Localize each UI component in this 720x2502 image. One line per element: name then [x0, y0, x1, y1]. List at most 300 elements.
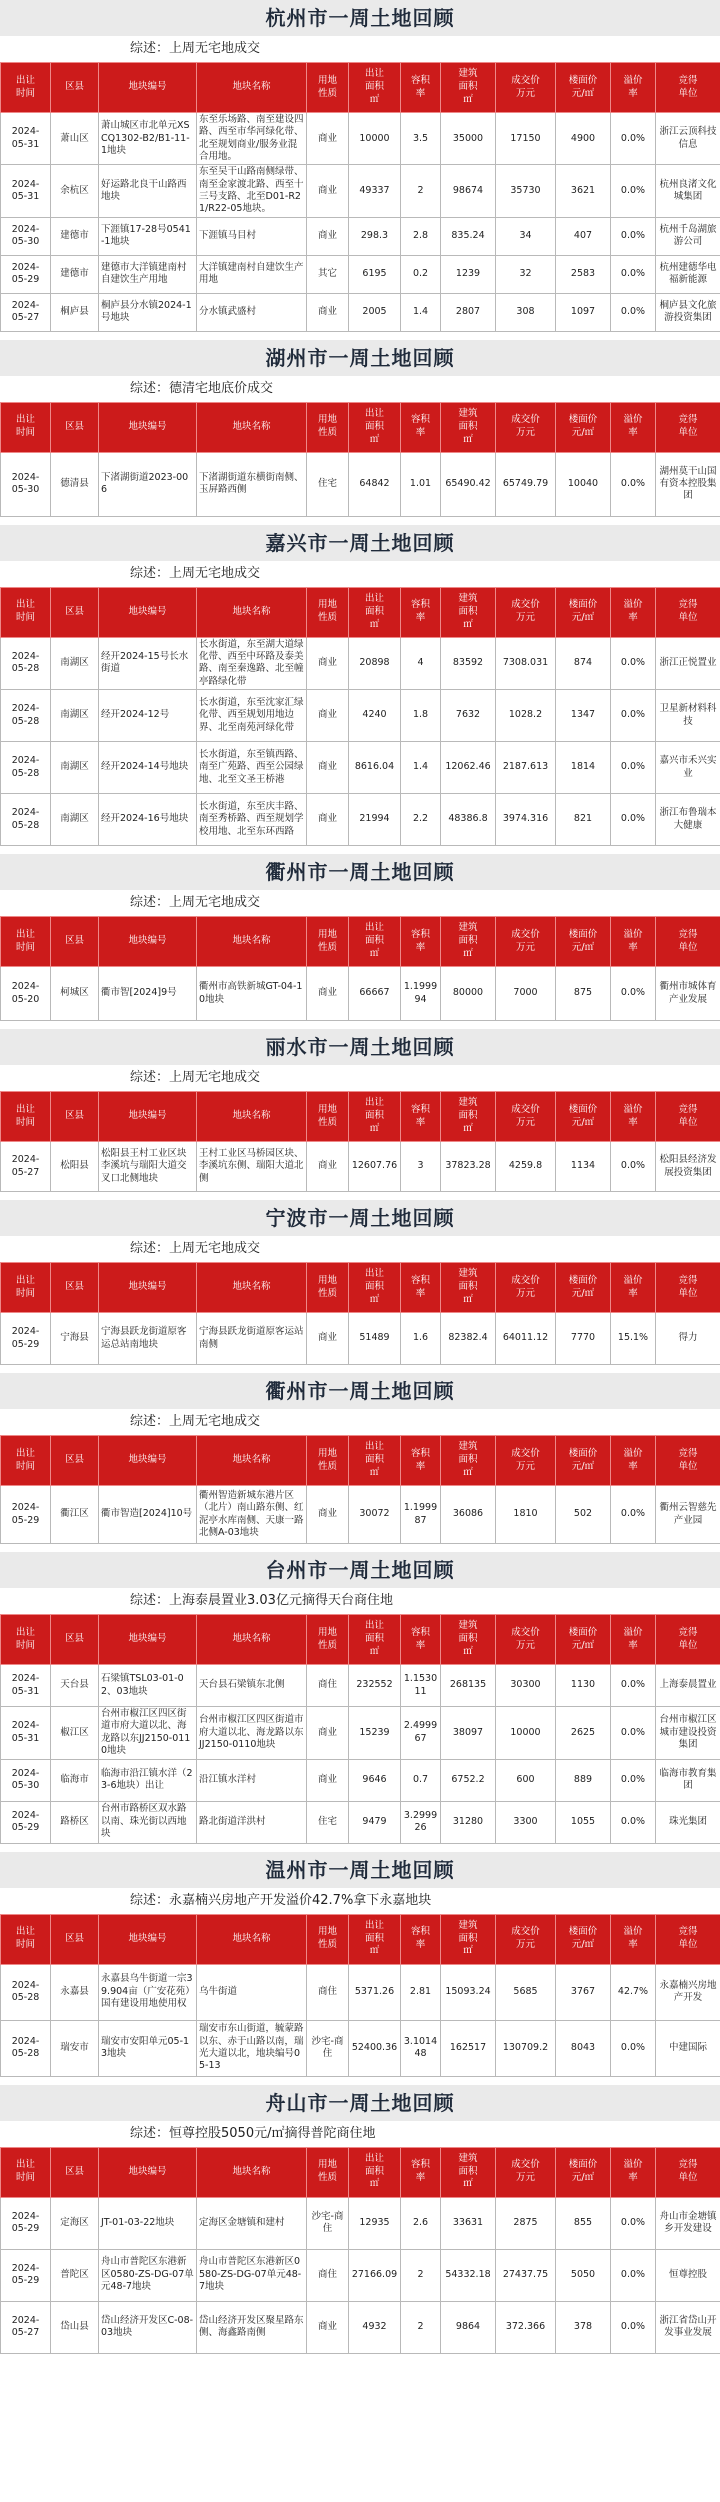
column-header: 地块名称 [197, 1914, 307, 1964]
table-cell: 珠光集团 [656, 1801, 720, 1843]
table-cell: 中建国际 [656, 2020, 720, 2076]
column-header: 地块编号 [99, 402, 197, 452]
column-header: 楼面价 元/㎡ [556, 1914, 611, 1964]
table-cell: 建德市 [51, 255, 99, 293]
table-cell: 商业 [307, 1142, 349, 1192]
column-header: 区县 [51, 1914, 99, 1964]
column-header: 建筑 面积 ㎡ [441, 63, 496, 113]
table-cell: 0.0% [611, 1759, 656, 1801]
table-cell: 路桥区 [51, 1801, 99, 1843]
column-header: 出让 面积 ㎡ [349, 1092, 401, 1142]
table-row [1, 165, 720, 217]
table-cell: 舟山市普陀区东港新区0580-ZS-DG-07单元48-7地块 [99, 2249, 197, 2301]
table-cell: 34 [496, 217, 556, 255]
table-cell: 17150 [496, 113, 556, 165]
table-cell: 3974.316 [496, 794, 556, 846]
section-spacer [0, 517, 720, 525]
table-cell: 好运路北良干山路西地块 [99, 165, 197, 217]
table-cell: 20898 [349, 637, 401, 689]
column-header: 溢价 率 [611, 2147, 656, 2197]
column-header: 容积 率 [401, 1914, 441, 1964]
section-spacer [0, 846, 720, 854]
table-cell: 0.0% [611, 113, 656, 165]
column-header: 楼面价 元/㎡ [556, 917, 611, 967]
column-header: 用地 性质 [307, 917, 349, 967]
table-cell: 2024- 05-30 [1, 452, 51, 516]
table-row [1, 794, 720, 846]
table-cell: 98674 [441, 165, 496, 217]
table-cell: 岱山经济开发区C-08-03地块 [99, 2301, 197, 2353]
table-cell: 7770 [556, 1313, 611, 1365]
table-cell: 64842 [349, 452, 401, 516]
column-header: 成交价 万元 [496, 402, 556, 452]
column-header: 溢价 率 [611, 1263, 656, 1313]
table-cell: 0.0% [611, 2197, 656, 2249]
table-row [1, 1759, 720, 1801]
section-title: 宁波市一周土地回顾 [0, 1200, 720, 1236]
table-cell: 南湖区 [51, 690, 99, 742]
table-cell: 商业 [307, 293, 349, 331]
table-cell: 8616.04 [349, 742, 401, 794]
column-header: 用地 性质 [307, 587, 349, 637]
table-cell: 衢州智造新城东港片区（北片）南山路东侧、红泥亭水库南侧、天康一路北侧A-03地块 [197, 1486, 307, 1544]
column-header: 出让 时间 [1, 2147, 51, 2197]
column-header: 成交价 万元 [496, 63, 556, 113]
column-header: 地块编号 [99, 2147, 197, 2197]
table-cell: 商业 [307, 1707, 349, 1759]
column-header: 出让 时间 [1, 1615, 51, 1665]
table-cell: 台州市路桥区双水路以南、珠光街以西地块 [99, 1801, 197, 1843]
table-cell: 住宅 [307, 1801, 349, 1843]
section-spacer [0, 2354, 720, 2362]
column-header: 地块名称 [197, 1615, 307, 1665]
column-header: 地块名称 [197, 1436, 307, 1486]
table-cell: 岱山经济开发区聚星路东侧、海鑫路南侧 [197, 2301, 307, 2353]
column-header: 出让 时间 [1, 587, 51, 637]
land-table [0, 1262, 720, 1365]
column-header: 区县 [51, 2147, 99, 2197]
table-cell: 2.6 [401, 2197, 441, 2249]
column-header: 容积 率 [401, 1436, 441, 1486]
table-cell: 浙江云顶科技信息 [656, 113, 720, 165]
column-header: 出让 面积 ㎡ [349, 63, 401, 113]
table-cell: 54332.18 [441, 2249, 496, 2301]
table-cell: 49337 [349, 165, 401, 217]
table-cell: 232552 [349, 1665, 401, 1707]
table-cell: 0.0% [611, 794, 656, 846]
table-cell: 2024- 05-28 [1, 794, 51, 846]
table-cell: 2187.613 [496, 742, 556, 794]
column-header: 用地 性质 [307, 63, 349, 113]
column-header: 地块名称 [197, 917, 307, 967]
table-cell: 3.5 [401, 113, 441, 165]
table-cell: 杭州建德华电福新能源 [656, 255, 720, 293]
column-header: 地块编号 [99, 1914, 197, 1964]
table-cell: 1134 [556, 1142, 611, 1192]
table-cell: 其它 [307, 255, 349, 293]
column-header: 地块名称 [197, 1092, 307, 1142]
table-cell: 4900 [556, 113, 611, 165]
table-cell: 南湖区 [51, 742, 99, 794]
table-cell: 10000 [496, 1707, 556, 1759]
table-cell: 沿江镇水洋村 [197, 1759, 307, 1801]
table-cell: 商住 [307, 1665, 349, 1707]
table-cell: 德清县 [51, 452, 99, 516]
table-cell: 临海市教育集团 [656, 1759, 720, 1801]
table-cell: 杭州千岛湖旅游公司 [656, 217, 720, 255]
column-header: 地块编号 [99, 587, 197, 637]
table-cell: 临海市沿江镇水洋（23-6地块）出让 [99, 1759, 197, 1801]
table-cell: 48386.8 [441, 794, 496, 846]
table-cell: 2024- 05-29 [1, 1486, 51, 1544]
land-section [0, 0, 720, 340]
table-cell: 上海泰晨置业 [656, 1665, 720, 1707]
table-cell: 商业 [307, 967, 349, 1021]
table-cell: 2.8 [401, 217, 441, 255]
section-title: 舟山市一周土地回顾 [0, 2085, 720, 2121]
table-cell: 南湖区 [51, 637, 99, 689]
column-header: 区县 [51, 917, 99, 967]
column-header: 地块编号 [99, 1092, 197, 1142]
column-header: 出让 时间 [1, 63, 51, 113]
land-section [0, 1852, 720, 2085]
table-cell: 9646 [349, 1759, 401, 1801]
section-title: 衢州市一周土地回顾 [0, 854, 720, 890]
table-cell: 30072 [349, 1486, 401, 1544]
table-cell: 21994 [349, 794, 401, 846]
table-cell: 36086 [441, 1486, 496, 1544]
table-cell: 372.366 [496, 2301, 556, 2353]
section-title: 温州市一周土地回顾 [0, 1852, 720, 1888]
table-cell: 10040 [556, 452, 611, 516]
column-header: 建筑 面积 ㎡ [441, 402, 496, 452]
table-cell: 7308.031 [496, 637, 556, 689]
table-cell: 台州市椒江区城市建设投资集团 [656, 1707, 720, 1759]
column-header: 建筑 面积 ㎡ [441, 1914, 496, 1964]
table-cell: 浙江省岱山开发事业发展 [656, 2301, 720, 2353]
table-cell: 0.0% [611, 967, 656, 1021]
column-header: 竞得 单位 [656, 917, 720, 967]
table-cell: 舟山市普陀区东港新区0580-ZS-DG-07单元48-7地块 [197, 2249, 307, 2301]
table-cell: 松阳县王村工业区块李溪坑与瑞阳大道交叉口北侧地块 [99, 1142, 197, 1192]
table-cell: 1347 [556, 690, 611, 742]
column-header: 容积 率 [401, 1092, 441, 1142]
table-cell: 萧山区 [51, 113, 99, 165]
column-header: 地块编号 [99, 917, 197, 967]
table-cell: 余杭区 [51, 165, 99, 217]
table-header-row [1, 1092, 720, 1142]
table-row [1, 2249, 720, 2301]
table-cell: 2024- 05-31 [1, 165, 51, 217]
column-header: 地块名称 [197, 1263, 307, 1313]
table-cell: 35000 [441, 113, 496, 165]
table-cell: 2.4999 67 [401, 1707, 441, 1759]
table-cell: 0.0% [611, 1801, 656, 1843]
land-section [0, 1552, 720, 1851]
table-cell: 83592 [441, 637, 496, 689]
land-table [0, 1614, 720, 1843]
table-cell: 天台县石梁镇东北侧 [197, 1665, 307, 1707]
table-cell: 经开2024-14号地块 [99, 742, 197, 794]
table-cell: 建德市 [51, 217, 99, 255]
table-cell: 2024- 05-28 [1, 1964, 51, 2020]
table-cell: 3.1014 48 [401, 2020, 441, 2076]
table-header-row [1, 1914, 720, 1964]
column-header: 容积 率 [401, 1263, 441, 1313]
table-header-row [1, 587, 720, 637]
table-cell: 0.0% [611, 1486, 656, 1544]
table-cell: 1.8 [401, 690, 441, 742]
section-title: 杭州市一周土地回顾 [0, 0, 720, 36]
table-cell: 建德市大洋镇建南村自建饮生产用地 [99, 255, 197, 293]
column-header: 区县 [51, 63, 99, 113]
column-header: 建筑 面积 ㎡ [441, 1615, 496, 1665]
column-header: 成交价 万元 [496, 1436, 556, 1486]
table-cell: 3300 [496, 1801, 556, 1843]
table-cell: 1.1999 87 [401, 1486, 441, 1544]
table-cell: 875 [556, 967, 611, 1021]
table-cell: 0.0% [611, 2301, 656, 2353]
table-cell: 2 [401, 2301, 441, 2353]
table-cell: 1.1999 94 [401, 967, 441, 1021]
column-header: 建筑 面积 ㎡ [441, 1263, 496, 1313]
table-cell: 东至乐场路、南至建设四路、西至市华河绿化带、北至规划商业/服务业混合用地。 [197, 113, 307, 165]
table-cell: 268135 [441, 1665, 496, 1707]
column-header: 出让 面积 ㎡ [349, 2147, 401, 2197]
column-header: 容积 率 [401, 2147, 441, 2197]
land-table [0, 1435, 720, 1544]
column-header: 容积 率 [401, 63, 441, 113]
land-section [0, 525, 720, 854]
table-row [1, 2197, 720, 2249]
column-header: 出让 时间 [1, 917, 51, 967]
table-cell: 51489 [349, 1313, 401, 1365]
column-header: 出让 面积 ㎡ [349, 917, 401, 967]
table-row [1, 2301, 720, 2353]
column-header: 楼面价 元/㎡ [556, 63, 611, 113]
table-cell: 住宅 [307, 452, 349, 516]
section-summary: 综述：上周无宅地成交 [130, 895, 261, 911]
column-header: 楼面价 元/㎡ [556, 1436, 611, 1486]
table-cell: 3.2999 26 [401, 1801, 441, 1843]
table-cell: 35730 [496, 165, 556, 217]
table-cell: 2024- 05-29 [1, 1801, 51, 1843]
table-cell: 0.0% [611, 1707, 656, 1759]
land-section [0, 1373, 720, 1552]
table-cell: 商业 [307, 690, 349, 742]
table-cell: 长水街道，东至湖大道绿化带、西至中环路及泰美路、南至秦逸路、北至幢亭路绿化带 [197, 637, 307, 689]
table-cell: 恒尊控股 [656, 2249, 720, 2301]
column-header: 区县 [51, 1263, 99, 1313]
column-header: 溢价 率 [611, 1092, 656, 1142]
table-cell: 1055 [556, 1801, 611, 1843]
section-spacer [0, 1365, 720, 1373]
column-header: 成交价 万元 [496, 2147, 556, 2197]
table-row [1, 742, 720, 794]
table-cell: 0.0% [611, 452, 656, 516]
table-row [1, 1801, 720, 1843]
table-header-row [1, 1615, 720, 1665]
table-row [1, 113, 720, 165]
table-cell: 0.0% [611, 217, 656, 255]
table-cell: 27437.75 [496, 2249, 556, 2301]
column-header: 成交价 万元 [496, 1914, 556, 1964]
table-cell: 下涯镇马目村 [197, 217, 307, 255]
table-cell: 1810 [496, 1486, 556, 1544]
table-cell: 2583 [556, 255, 611, 293]
table-cell: 1.01 [401, 452, 441, 516]
table-row [1, 1665, 720, 1707]
table-cell: 天台县 [51, 1665, 99, 1707]
table-cell: 27166.09 [349, 2249, 401, 2301]
table-cell: 2.81 [401, 1964, 441, 2020]
table-cell: 2024- 05-30 [1, 217, 51, 255]
table-cell: 2807 [441, 293, 496, 331]
column-header: 成交价 万元 [496, 587, 556, 637]
land-section [0, 1200, 720, 1373]
column-header: 用地 性质 [307, 1436, 349, 1486]
table-header-row [1, 2147, 720, 2197]
table-cell: 萧山城区市北单元XSCQ1302-B2/B1-11-1地块 [99, 113, 197, 165]
table-cell: 2024- 05-27 [1, 293, 51, 331]
table-cell: 嘉兴市禾兴实业 [656, 742, 720, 794]
table-cell: 临海市 [51, 1759, 99, 1801]
column-header: 地块名称 [197, 63, 307, 113]
table-row [1, 217, 720, 255]
table-cell: 永嘉县 [51, 1964, 99, 2020]
table-cell: 5050 [556, 2249, 611, 2301]
table-cell: 65490.42 [441, 452, 496, 516]
table-row [1, 1707, 720, 1759]
table-cell: 855 [556, 2197, 611, 2249]
section-summary: 综述：永嘉楠兴房地产开发溢价42.7%拿下永嘉地块 [130, 1892, 432, 1908]
table-cell: 2024- 05-29 [1, 2197, 51, 2249]
column-header: 出让 面积 ㎡ [349, 1914, 401, 1964]
table-cell: 37823.28 [441, 1142, 496, 1192]
table-cell: 石梁镇TSL03-01-02、03地块 [99, 1665, 197, 1707]
table-cell: 瑞安市东山街道，毓蒙路以东、赤于山路以南，瑞光大道以北，地块编号05-13 [197, 2020, 307, 2076]
table-cell: 1097 [556, 293, 611, 331]
table-cell: 商业 [307, 217, 349, 255]
table-row [1, 690, 720, 742]
table-cell: 1.4 [401, 293, 441, 331]
table-cell: 商业 [307, 2301, 349, 2353]
table-cell: 普陀区 [51, 2249, 99, 2301]
table-cell: 10000 [349, 113, 401, 165]
table-cell: 大洋镇建南村自建饮生产用地 [197, 255, 307, 293]
column-header: 区县 [51, 1615, 99, 1665]
table-cell: 15.1% [611, 1313, 656, 1365]
table-cell: 82382.4 [441, 1313, 496, 1365]
table-cell: 浙江正悦置业 [656, 637, 720, 689]
table-cell: 1130 [556, 1665, 611, 1707]
land-table [0, 1914, 720, 2077]
table-cell: 7000 [496, 967, 556, 1021]
column-header: 竞得 单位 [656, 2147, 720, 2197]
section-title: 丽水市一周土地回顾 [0, 1029, 720, 1065]
table-cell: 乌牛街道 [197, 1964, 307, 2020]
column-header: 用地 性质 [307, 1914, 349, 1964]
land-table [0, 62, 720, 332]
section-summary: 综述：上周无宅地成交 [130, 1241, 261, 1257]
section-spacer [0, 1192, 720, 1200]
table-cell: 821 [556, 794, 611, 846]
table-cell: 502 [556, 1486, 611, 1544]
column-header: 竞得 单位 [656, 1436, 720, 1486]
table-cell: 15239 [349, 1707, 401, 1759]
table-cell: 38097 [441, 1707, 496, 1759]
column-header: 溢价 率 [611, 402, 656, 452]
table-cell: 椒江区 [51, 1707, 99, 1759]
column-header: 溢价 率 [611, 1914, 656, 1964]
table-cell: 0.0% [611, 637, 656, 689]
table-cell: 长水街道，东至镇西路、南至广苑路、西至公园绿地、北至文圣王桥港 [197, 742, 307, 794]
table-cell: 2024- 05-28 [1, 742, 51, 794]
land-table [0, 587, 720, 846]
column-header: 用地 性质 [307, 1263, 349, 1313]
column-header: 区县 [51, 402, 99, 452]
table-cell: 0.0% [611, 1142, 656, 1192]
table-cell: 1.1530 11 [401, 1665, 441, 1707]
table-cell: 2024- 05-28 [1, 2020, 51, 2076]
column-header: 溢价 率 [611, 1436, 656, 1486]
table-header-row [1, 63, 720, 113]
column-header: 竞得 单位 [656, 1092, 720, 1142]
table-cell: 台州市椒江区四区街道市府大道以北、海龙路以东JJ2150-0110地块 [99, 1707, 197, 1759]
table-cell: 1028.2 [496, 690, 556, 742]
section-title: 台州市一周土地回顾 [0, 1552, 720, 1588]
column-header: 楼面价 元/㎡ [556, 1092, 611, 1142]
table-cell: 0.0% [611, 255, 656, 293]
table-cell: 衢市智造[2024]10号 [99, 1486, 197, 1544]
section-spacer [0, 1021, 720, 1029]
table-cell: 2024- 05-31 [1, 1707, 51, 1759]
column-header: 建筑 面积 ㎡ [441, 587, 496, 637]
column-header: 成交价 万元 [496, 1615, 556, 1665]
table-cell: 柯城区 [51, 967, 99, 1021]
table-cell: JT-01-03-22地块 [99, 2197, 197, 2249]
column-header: 建筑 面积 ㎡ [441, 2147, 496, 2197]
table-cell: 长水街道，东至沈家汇绿化带、西至规划用地边界、北至南苑河绿化带 [197, 690, 307, 742]
table-cell: 商业 [307, 1759, 349, 1801]
table-cell: 6195 [349, 255, 401, 293]
column-header: 用地 性质 [307, 402, 349, 452]
table-cell: 永嘉县乌牛街道一宗39.904亩（广安花苑）国有建设用地使用权 [99, 1964, 197, 2020]
section-title: 衢州市一周土地回顾 [0, 1373, 720, 1409]
column-header: 地块编号 [99, 1263, 197, 1313]
table-cell: 0.0% [611, 1665, 656, 1707]
table-cell: 2 [401, 2249, 441, 2301]
table-cell: 162517 [441, 2020, 496, 2076]
table-cell: 30300 [496, 1665, 556, 1707]
table-cell: 宁海县 [51, 1313, 99, 1365]
column-header: 容积 率 [401, 1615, 441, 1665]
table-cell: 2024- 05-30 [1, 1759, 51, 1801]
table-cell: 商业 [307, 113, 349, 165]
land-table [0, 1091, 720, 1192]
table-cell: 长水街道，东至庆丰路、南至秀桥路、西至规划学校用地、北至东环西路 [197, 794, 307, 846]
table-cell: 衢市智[2024]9号 [99, 967, 197, 1021]
table-cell: 2024- 05-29 [1, 2249, 51, 2301]
table-cell: 湖州莫干山国有资本控股集团 [656, 452, 720, 516]
table-cell: 衢州市城体育产业发展 [656, 967, 720, 1021]
column-header: 建筑 面积 ㎡ [441, 917, 496, 967]
table-cell: 378 [556, 2301, 611, 2353]
section-summary: 综述：上海泰晨置业3.03亿元摘得天台商住地 [130, 1593, 393, 1609]
column-header: 竞得 单位 [656, 402, 720, 452]
table-cell: 874 [556, 637, 611, 689]
table-cell: 2024- 05-28 [1, 637, 51, 689]
